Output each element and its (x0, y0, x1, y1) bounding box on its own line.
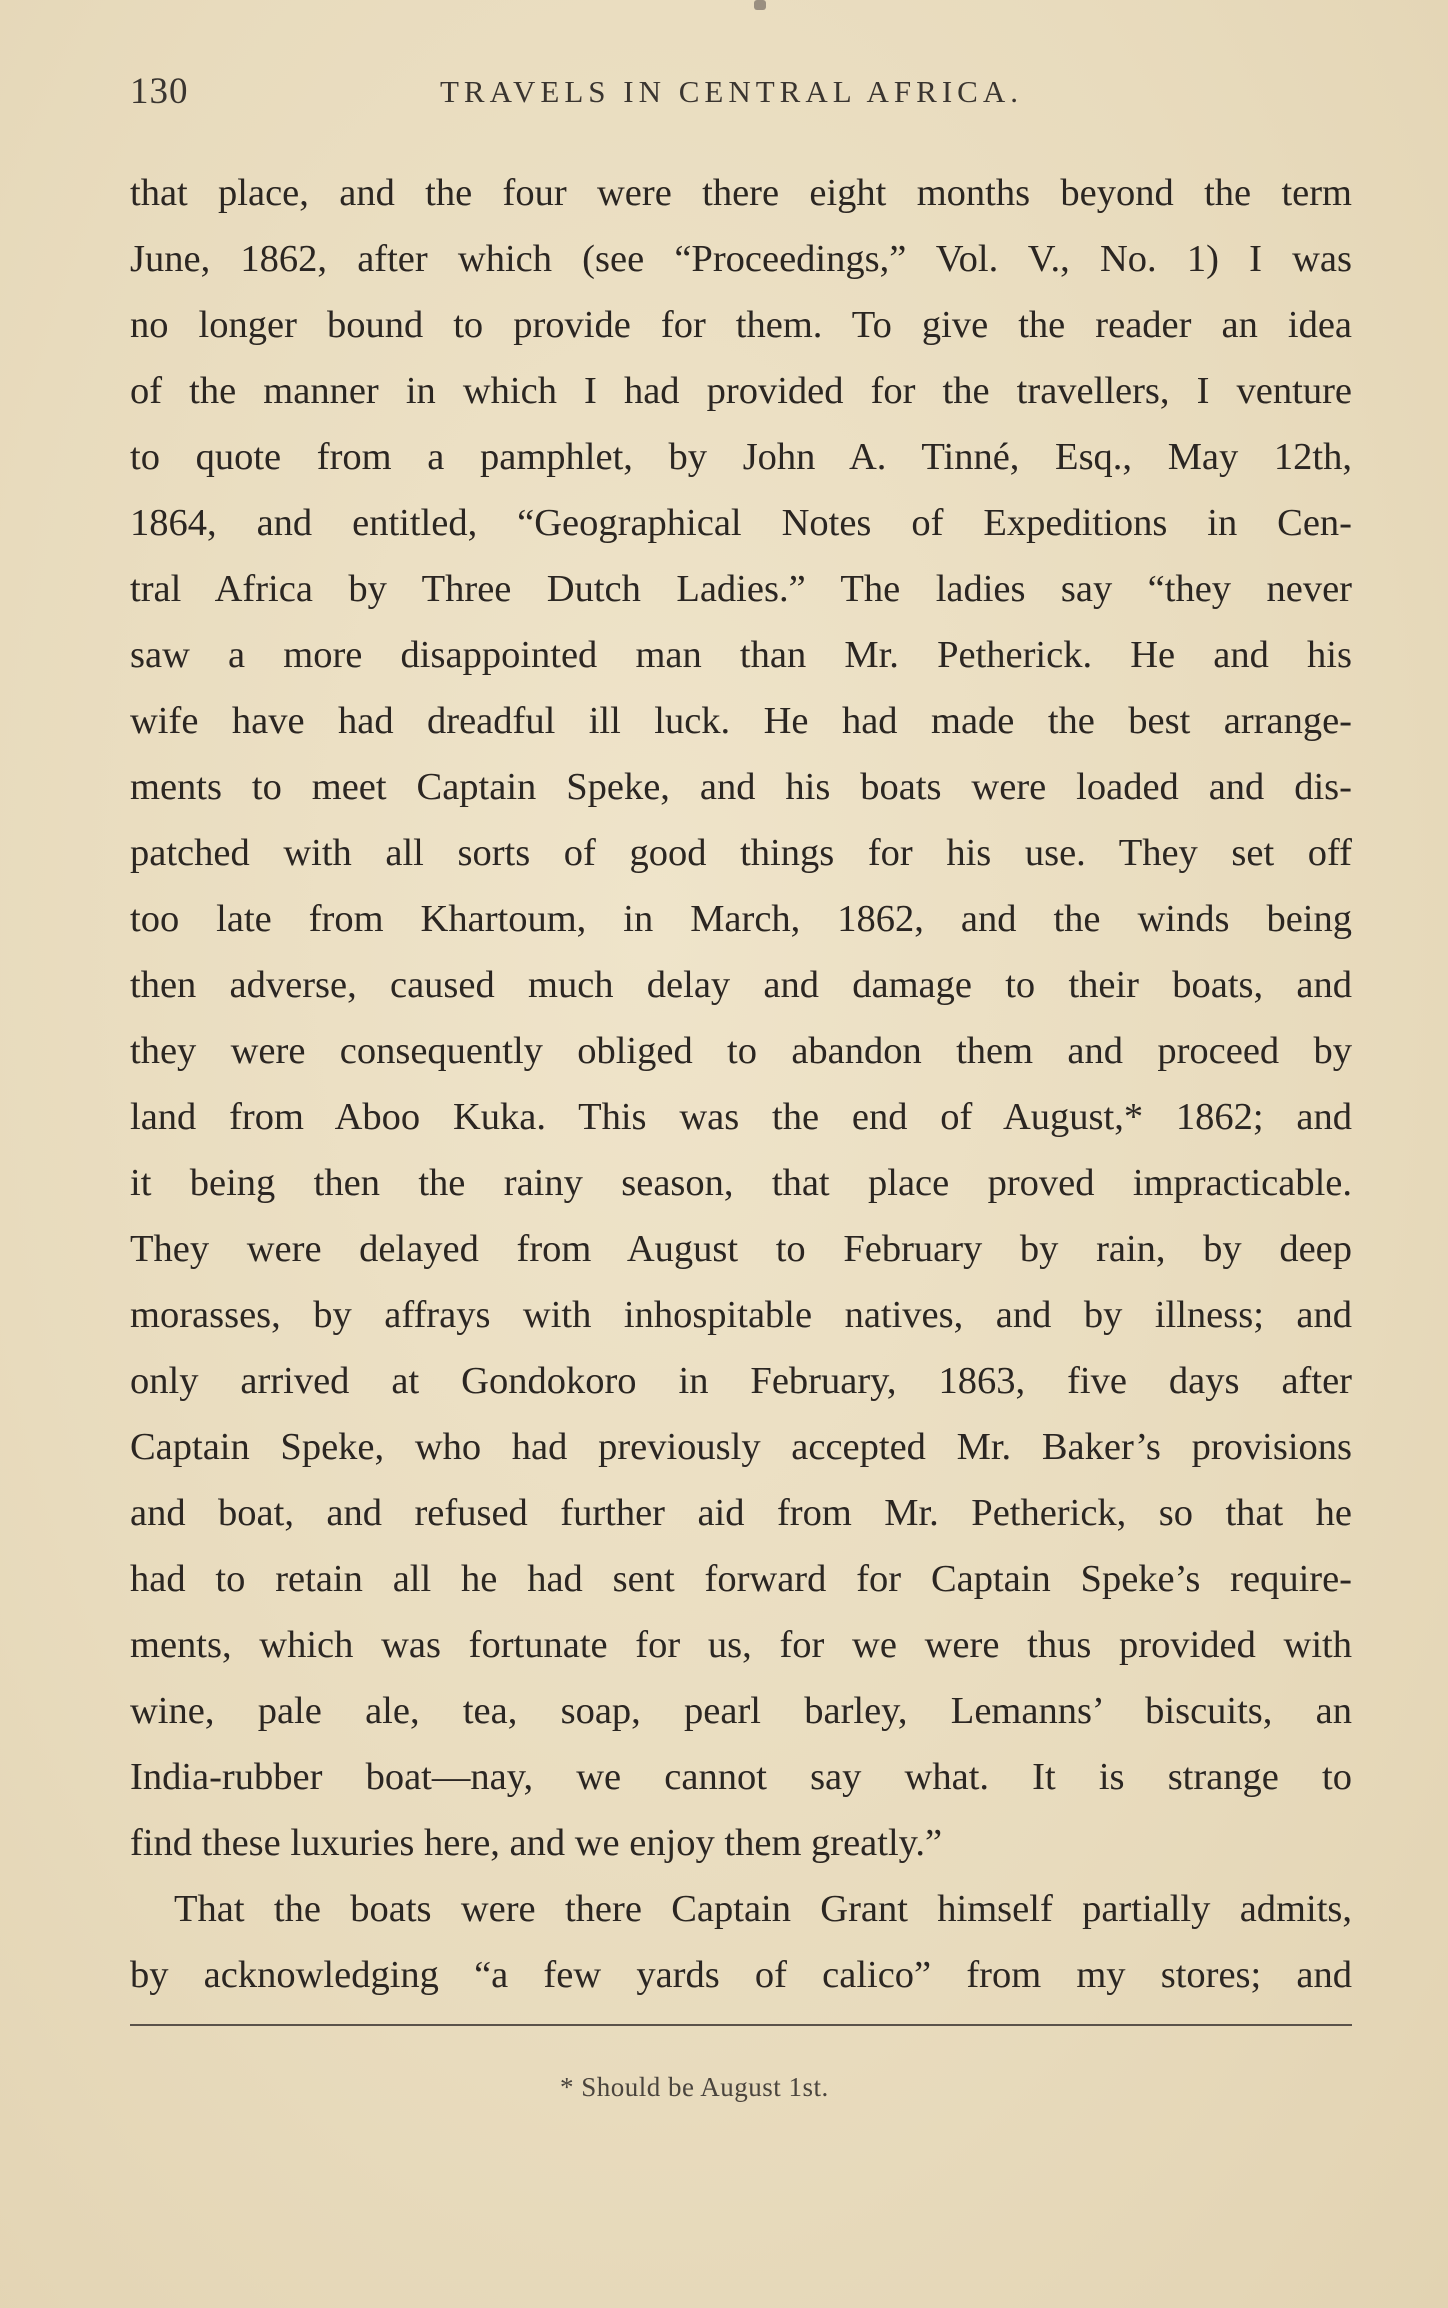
text-line: too late from Khartoum, in March, 1862, and the winds being (130, 898, 1352, 940)
text-line: it being then the rainy season, that place proved impracticable. (130, 1162, 1352, 1204)
running-head: TRAVELS IN CENTRAL AFRICA. (440, 74, 1023, 109)
text-line: no longer bound to provide for them. To give the reader an idea (130, 304, 1352, 346)
page-number: 130 (130, 71, 189, 112)
text-line: of the manner in which I had provided for the travellers, I venture (130, 370, 1352, 412)
text-line: wife have had dreadful ill luck. He had made the best arrange- (130, 700, 1352, 742)
text-line: wine, pale ale, tea, soap, pearl barley, Lemanns’ biscuits, an (130, 1690, 1352, 1732)
text-line: They were delayed from August to February by rain, by deep (130, 1228, 1352, 1270)
text-line: June, 1862, after which (see “Proceedings,” Vol. V., No. 1) I was (130, 238, 1352, 280)
text-line: only arrived at Gondokoro in February, 1863, five days after (130, 1360, 1352, 1402)
text-line: 1864, and entitled, “Geographical Notes of Expeditions in Cen- (130, 502, 1352, 544)
text-line: land from Aboo Kuka. This was the end of August,* 1862; and (130, 1096, 1352, 1138)
text-line: then adverse, caused much delay and damage to their boats, and (130, 964, 1352, 1006)
text-line: by acknowledging “a few yards of calico” from my stores; and (130, 1954, 1352, 1996)
text-line: ments, which was fortunate for us, for we were thus provided with (130, 1624, 1352, 1666)
text-line: ments to meet Captain Speke, and his boats were loaded and dis- (130, 766, 1352, 808)
text-line: India-rubber boat—nay, we cannot say what. It is strange to (130, 1756, 1352, 1798)
body-text (130, 160, 1352, 2008)
text-line: they were consequently obliged to abandon them and proceed by (130, 1030, 1352, 1072)
text-line: had to retain all he had sent forward for Captain Speke’s require- (130, 1558, 1352, 1600)
text-line: patched with all sorts of good things for his use. They set off (130, 832, 1352, 874)
page-header (130, 66, 1350, 126)
text-line: That the boats were there Captain Grant himself partially admits, (174, 1888, 1352, 1930)
footnote-rule (130, 2024, 1352, 2026)
text-line: and boat, and refused further aid from Mr. Petherick, so that he (130, 1492, 1352, 1534)
text-line: tral Africa by Three Dutch Ladies.” The ladies say “they never (130, 568, 1352, 610)
text-line: morasses, by affrays with inhospitable natives, and by illness; and (130, 1294, 1352, 1336)
printing-mark (754, 0, 766, 10)
footnote: * Should be August 1st. (560, 2072, 829, 2102)
text-line: find these luxuries here, and we enjoy them greatly.” (130, 1822, 943, 1864)
text-line: that place, and the four were there eight months beyond the term (130, 172, 1352, 214)
text-line: Captain Speke, who had previously accepted Mr. Baker’s provisions (130, 1426, 1352, 1468)
text-line: to quote from a pamphlet, by John A. Tinné, Esq., May 12th, (130, 436, 1352, 478)
text-line: saw a more disappointed man than Mr. Petherick. He and his (130, 634, 1352, 676)
